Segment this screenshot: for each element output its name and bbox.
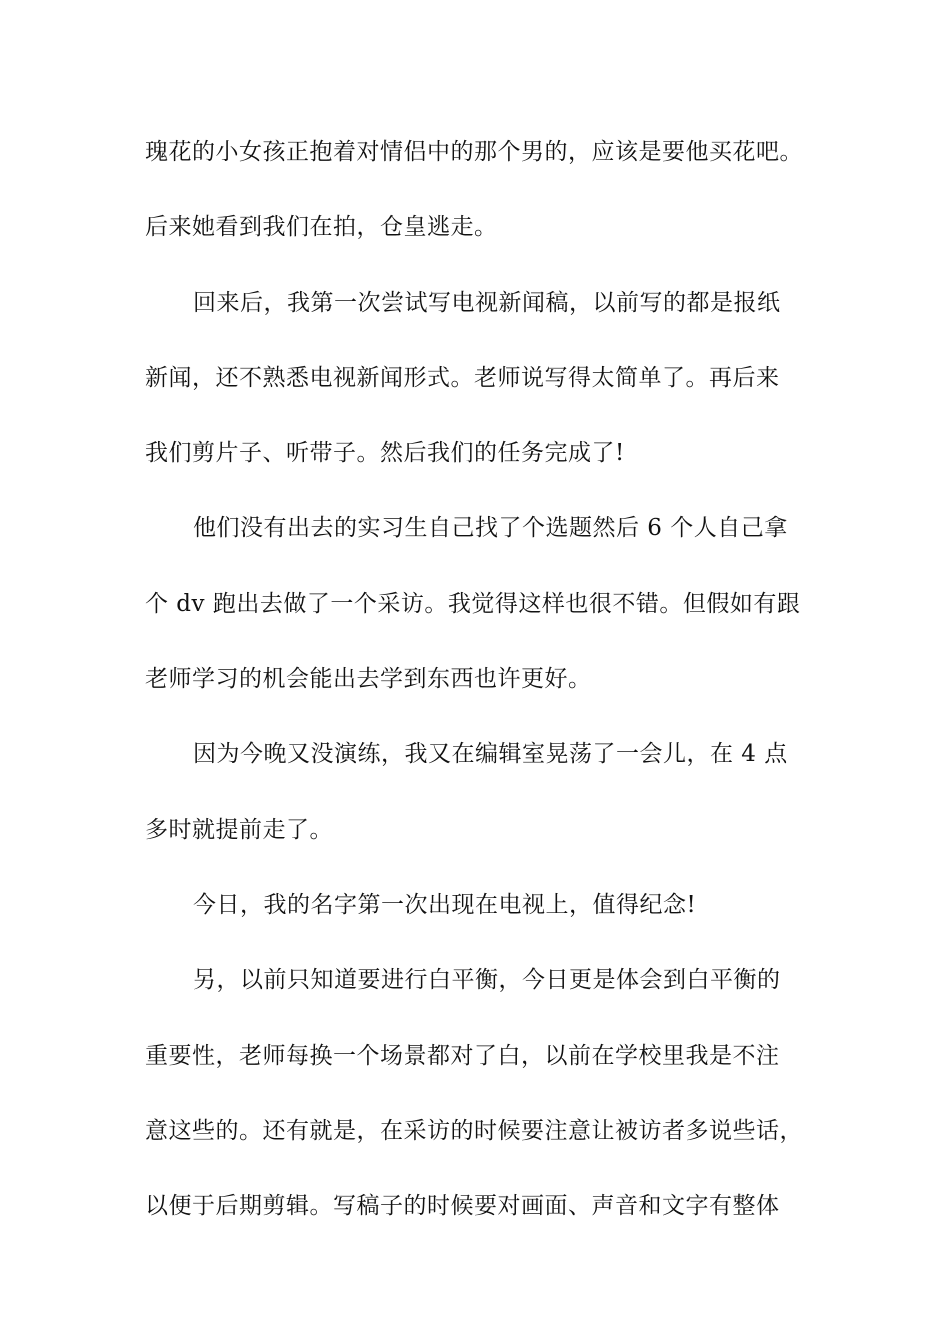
- paragraph-start-line: 今日，我的名字第一次出现在电视上，值得纪念!: [193, 891, 697, 918]
- text-line: 新闻，还不熟悉电视新闻形式。老师说写得太简单了。再后来: [145, 364, 780, 391]
- text-line: 我们剪片子、听带子。然后我们的任务完成了!: [145, 440, 625, 467]
- text-line: 后来她看到我们在拍，仓皇逃走。: [145, 214, 498, 241]
- text-line: 老师学习的机会能出去学到东西也许更好。: [145, 666, 592, 693]
- text-line: 以便于后期剪辑。写稿子的时候要对画面、声音和文字有整体: [145, 1193, 780, 1220]
- text-line: 多时就提前走了。: [145, 816, 333, 843]
- text-line: 瑰花的小女孩正抱着对情侣中的那个男的，应该是要他买花吧。: [145, 139, 803, 165]
- text-line: 意这些的。还有就是，在采访的时候要注意让被访者多说些话，: [145, 1117, 803, 1144]
- paragraph-start-line: 另，以前只知道要进行白平衡，今日更是体会到白平衡的: [193, 967, 781, 994]
- paragraph-start-line: 因为今晚又没演练，我又在编辑室晃荡了一会儿，在 4 点: [193, 741, 788, 768]
- paragraph-start-line: 他们没有出去的实习生自己找了个选题然后 6 个人自己拿: [193, 515, 788, 542]
- body-text: [145, 127, 815, 1256]
- paragraph-start-line: 回来后，我第一次尝试写电视新闻稿，以前写的都是报纸: [193, 289, 781, 316]
- text-line: 个 dv 跑出去做了一个采访。我觉得这样也很不错。但假如有跟: [145, 590, 801, 617]
- text-line: 重要性，老师每换一个场景都对了白，以前在学校里我是不注: [145, 1042, 780, 1069]
